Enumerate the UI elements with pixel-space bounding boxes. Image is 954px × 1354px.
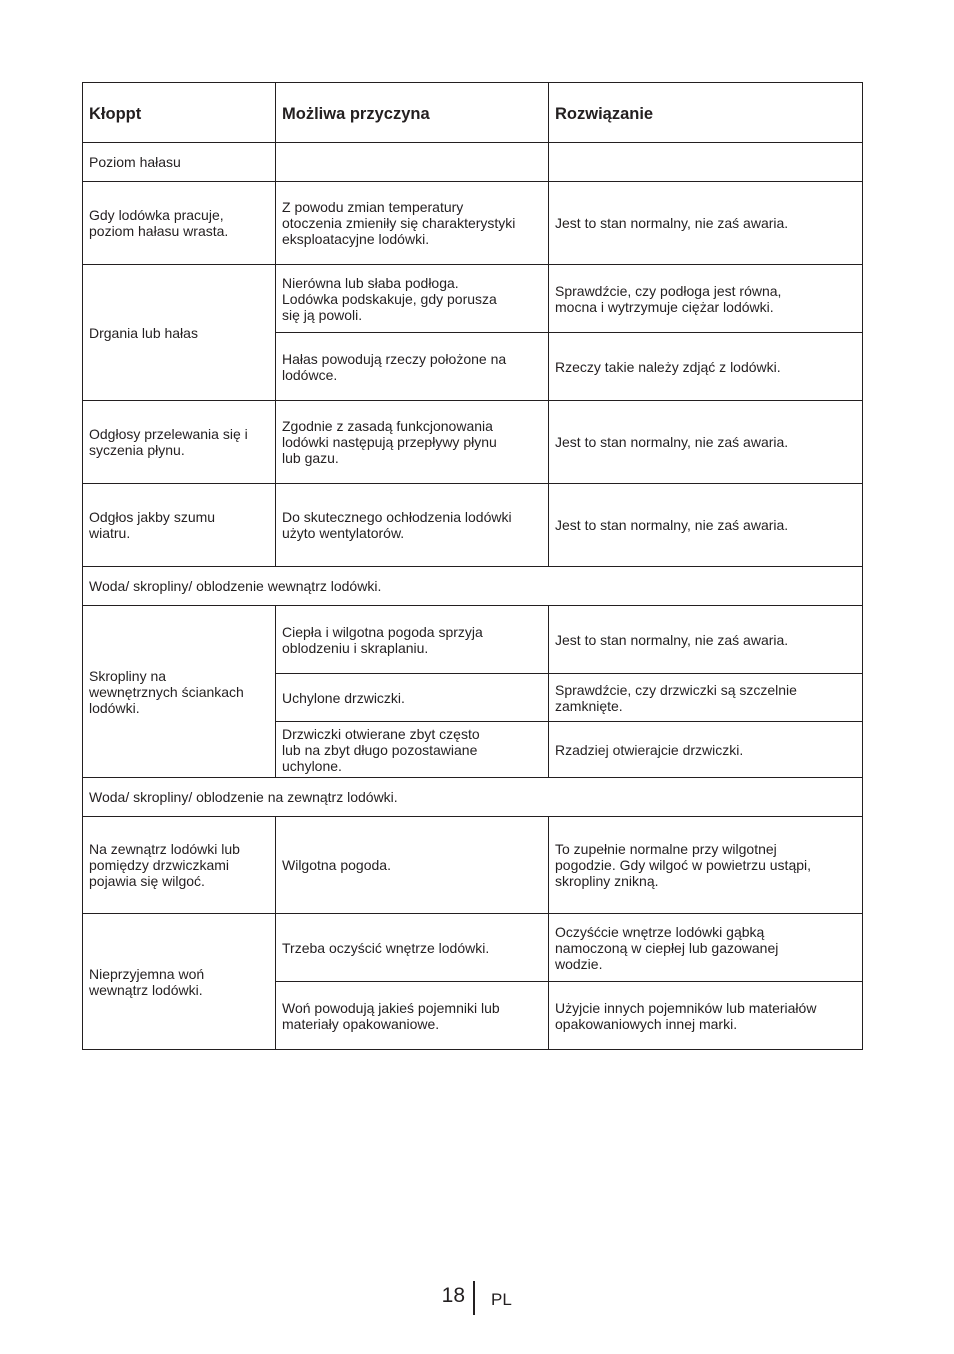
troubleshooting-table	[82, 82, 863, 1050]
solution-cell: Jest to stan normalny, nie zaś awaria.	[549, 182, 863, 265]
section-title: Woda/ skropliny/ oblodzenie na zewnątrz lodówki.	[83, 778, 863, 817]
solution-cell: Sprawdźcie, czy drzwiczki są szczelnie zamknięte.	[549, 674, 863, 722]
problem-cell: Skropliny na wewnętrznych ściankach lodówki.	[83, 606, 276, 778]
section-title: Poziom hałasu	[83, 143, 276, 182]
cause-cell: Z powodu zmian temperatury otoczenia zmieniły się charakterystyki eksploatacyjne lodówki.	[276, 182, 549, 265]
page-footer	[0, 1281, 954, 1315]
solution-cell: Oczyśćcie wnętrze lodówki gąbką namoczoną w ciepłej lub gazowanej wodzie.	[549, 914, 863, 982]
language-code: PL	[491, 1290, 512, 1309]
problem-cell: Odgłos jakby szumu wiatru.	[83, 484, 276, 567]
cause-cell: Trzeba oczyścić wnętrze lodówki.	[276, 914, 549, 982]
cause-cell: Zgodnie z zasadą funkcjonowania lodówki następują przepływy płynu lub gazu.	[276, 401, 549, 484]
empty-cell	[549, 143, 863, 182]
section-row	[83, 143, 863, 182]
problem-cell: Na zewnątrz lodówki lub pomiędzy drzwiczkami pojawia się wilgoć.	[83, 817, 276, 914]
problem-cell: Gdy lodówka pracuje, poziom hałasu wrasta.	[83, 182, 276, 265]
solution-cell: Jest to stan normalny, nie zaś awaria.	[549, 606, 863, 674]
cause-cell: Drzwiczki otwierane zbyt często lub na zbyt długo pozostawiane uchylone.	[276, 722, 549, 778]
cause-cell: Nierówna lub słaba podłoga. Lodówka podskakuje, gdy porusza się ją powoli.	[276, 265, 549, 333]
header-cause: Możliwa przyczyna	[276, 83, 549, 143]
cause-cell: Uchylone drzwiczki.	[276, 674, 549, 722]
cause-cell: Wilgotna pogoda.	[276, 817, 549, 914]
problem-cell: Odgłosy przelewania się i syczenia płynu.	[83, 401, 276, 484]
footer-divider	[473, 1281, 475, 1315]
table-row	[83, 401, 863, 484]
table-row	[83, 484, 863, 567]
solution-cell: Użyjcie innych pojemników lub materiałów opakowaniowych innej marki.	[549, 982, 863, 1050]
table-row	[83, 817, 863, 914]
header-problem: Kłoppt	[83, 83, 276, 143]
solution-cell: Jest to stan normalny, nie zaś awaria.	[549, 484, 863, 567]
solution-cell: Sprawdźcie, czy podłoga jest równa, mocna i wytrzymuje ciężar lodówki.	[549, 265, 863, 333]
solution-cell: To zupełnie normalne przy wilgotnej pogodzie. Gdy wilgoć w powietrzu ustąpi, skropliny znikną.	[549, 817, 863, 914]
cause-cell: Do skutecznego ochłodzenia lodówki użyto wentylatorów.	[276, 484, 549, 567]
header-solution: Rozwiązanie	[549, 83, 863, 143]
cause-cell: Ciepła i wilgotna pogoda sprzyja oblodzeniu i skraplaniu.	[276, 606, 549, 674]
table-header-row	[83, 83, 863, 143]
table-row	[83, 182, 863, 265]
cause-cell: Hałas powodują rzeczy położone na lodówce.	[276, 333, 549, 401]
table-row	[83, 265, 863, 333]
solution-cell: Jest to stan normalny, nie zaś awaria.	[549, 401, 863, 484]
empty-cell	[276, 143, 549, 182]
section-row	[83, 778, 863, 817]
cause-cell: Woń powodują jakieś pojemniki lub materiały opakowaniowe.	[276, 982, 549, 1050]
solution-cell: Rzadziej otwierajcie drzwiczki.	[549, 722, 863, 778]
section-row	[83, 567, 863, 606]
problem-cell: Drgania lub hałas	[83, 265, 276, 401]
table-row	[83, 606, 863, 674]
problem-cell: Nieprzyjemna woń wewnątrz lodówki.	[83, 914, 276, 1050]
table-row	[83, 914, 863, 982]
section-title: Woda/ skropliny/ oblodzenie wewnątrz lodówki.	[83, 567, 863, 606]
page-number: 18	[441, 1284, 465, 1307]
solution-cell: Rzeczy takie należy zdjąć z lodówki.	[549, 333, 863, 401]
